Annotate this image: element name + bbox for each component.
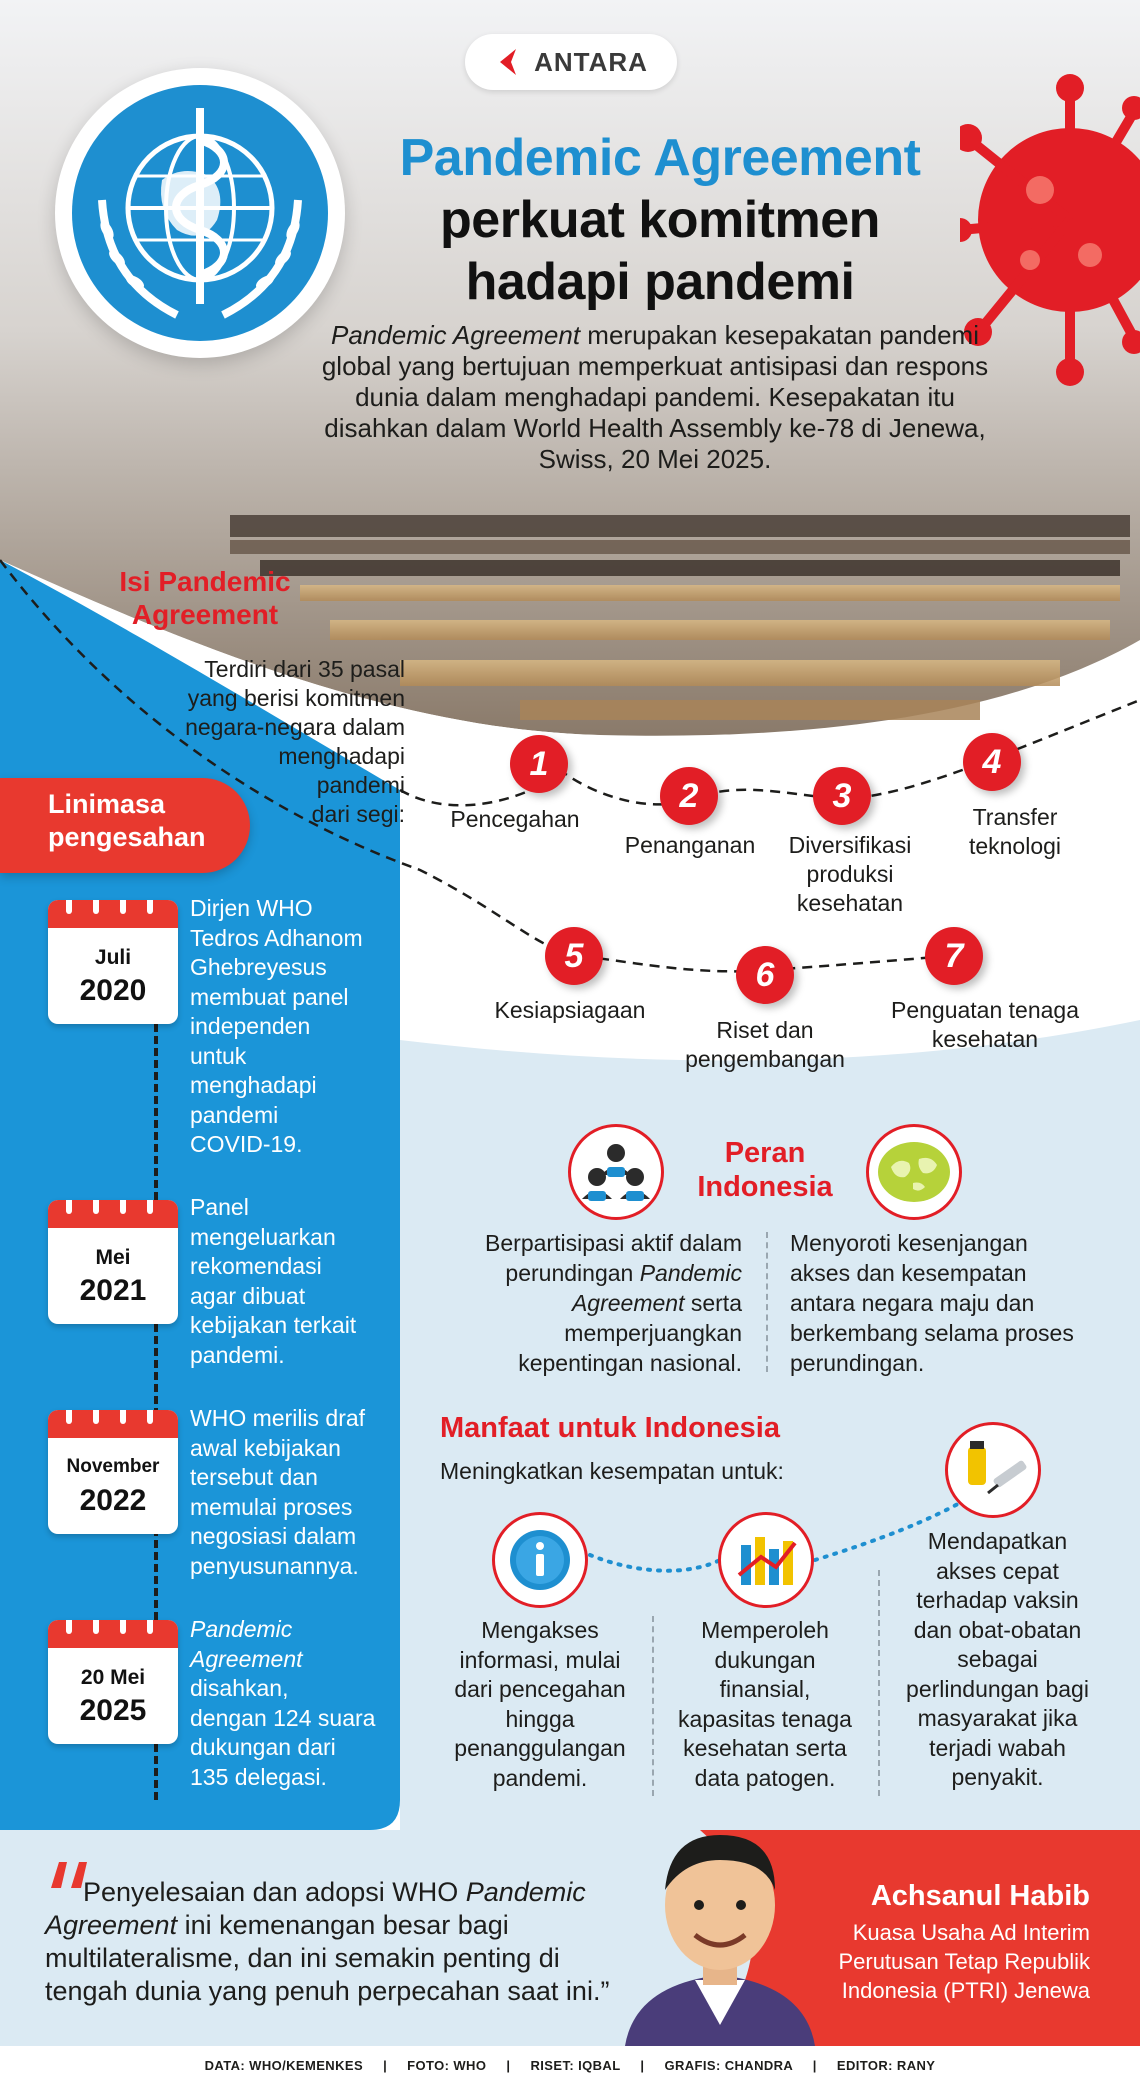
calendar-icon — [48, 1200, 178, 1324]
peran-left-line — [445, 1258, 742, 1288]
event-line: Ghebreyesus — [190, 954, 327, 980]
step-label-line: Kesiapsiagaan — [494, 997, 646, 1023]
manfaat-line: sebagai — [957, 1646, 1038, 1672]
peran-right-text — [790, 1228, 1100, 1378]
title-line-3: hadapi pandemi — [465, 253, 855, 311]
event-line: agar dibuat — [190, 1282, 306, 1309]
peran-left-line — [445, 1288, 742, 1318]
manfaat-line: data patogen. — [694, 1764, 836, 1791]
step-label-2 — [600, 831, 780, 860]
peran-title-line-2: Indonesia — [697, 1171, 833, 1203]
peran-left-line: kepentingan nasional. — [518, 1350, 742, 1376]
step-label-5 — [470, 996, 670, 1025]
quote-line — [45, 1876, 655, 1909]
globe-glyph — [869, 1127, 959, 1217]
manfaat-subtitle: Meningkatkan kesempatan untuk: — [440, 1458, 784, 1484]
step-label-1 — [430, 805, 600, 834]
isi-desc-line: pandemi — [316, 772, 405, 798]
peran-right-line: akses dan kesempatan — [790, 1260, 1027, 1286]
event-year: 2021 — [79, 1274, 147, 1307]
intro-lead: Pandemic Agreement — [331, 320, 581, 350]
event-line: Tedros Adhanom — [190, 924, 363, 951]
step-label-line: kesehatan — [796, 890, 904, 916]
event-description — [190, 894, 390, 1160]
finance-icon — [718, 1512, 814, 1608]
peran-divider — [766, 1232, 768, 1372]
manfaat-line: hingga — [505, 1705, 575, 1732]
timeline-tab-line-2: pengesahan — [48, 822, 206, 852]
step-label-3 — [765, 831, 935, 918]
people-glyph — [571, 1127, 661, 1217]
event-year: 2022 — [79, 1484, 147, 1517]
timeline-tab-label — [48, 788, 248, 854]
isi-desc-line: yang berisi komitmen — [187, 685, 405, 711]
step-label-line: Diversifikasi — [788, 832, 912, 858]
event-line: memulai proses — [190, 1493, 353, 1520]
intro-rest: merupakan kesepakatan pandemi global yang bertujuan memperkuat antisipasi dan respons dunia dalam menghadapi pandemi. Kesepakatan itu disahkan dalam World Health Assembly ke-78 di Jenewa, Swiss, 20 Mei 2025. — [321, 320, 989, 474]
event-line-italic: Agreement — [190, 1645, 303, 1672]
event-line: rekomendasi — [190, 1253, 322, 1279]
event-description — [190, 1404, 390, 1581]
manfaat-line: Memperoleh — [701, 1617, 829, 1643]
peran-title-line-1: Peran — [724, 1137, 806, 1169]
peran-title — [680, 1136, 850, 1204]
step-label-6 — [670, 1016, 860, 1074]
manfaat-line: penyakit. — [951, 1764, 1044, 1790]
peran-left-italic: Agreement — [571, 1290, 685, 1316]
step-number-4: 4 — [963, 733, 1021, 791]
manfaat-line: terhadap vaksin — [916, 1587, 1079, 1613]
isi-desc-line: menghadapi — [278, 743, 405, 769]
step-number-5: 5 — [545, 927, 603, 985]
step-label-line: teknologi — [968, 833, 1062, 859]
manfaat-line: dukungan — [714, 1646, 816, 1673]
event-month: 20 Mei — [80, 1666, 146, 1689]
isi-desc-line: Terdiri dari 35 pasal — [204, 656, 405, 682]
speaker-name: Achsanul Habib — [870, 1880, 1090, 1912]
isi-desc-line: negara-negara dalam — [185, 714, 405, 740]
step-label-4 — [935, 803, 1095, 861]
quote-text — [45, 1876, 655, 2008]
credits-footer: DATA: WHO/KEMENKES | FOTO: WHO | RISET: IQBAL | GRAFIS: CHANDRA | EDITOR: RANY — [204, 2058, 936, 2073]
manfaat-line: perlindungan bagi — [906, 1675, 1089, 1702]
event-line: pandemi. — [190, 1341, 285, 1368]
event-line: dengan 124 suara — [190, 1704, 376, 1731]
manfaat-divider — [652, 1616, 654, 1796]
event-description — [190, 1193, 390, 1370]
event-line: WHO merilis draf — [190, 1405, 366, 1431]
quote-fragment: ini kemenangan besar bagi — [177, 1910, 509, 1940]
peran-left-text — [445, 1228, 742, 1378]
vaccine-icon — [945, 1422, 1041, 1518]
timeline-tab-line-1: Linimasa — [48, 789, 166, 819]
event-line: penyusunannya. — [190, 1552, 359, 1579]
event-line: kebijakan terkait — [190, 1312, 357, 1338]
step-label-line: Riset dan — [716, 1017, 814, 1043]
manfaat-line: dan obat-obatan — [913, 1616, 1082, 1643]
manfaat-line: akses cepat — [936, 1557, 1059, 1584]
event-month: Mei — [95, 1246, 131, 1269]
event-line: membuat panel — [190, 983, 349, 1010]
manfaat-line: Mengakses — [481, 1617, 599, 1643]
event-line: pandemi — [190, 1101, 279, 1128]
peran-right-line: berkembang selama proses — [790, 1320, 1074, 1346]
isi-desc-line: dari segi: — [311, 801, 405, 827]
step-number-2: 2 — [660, 767, 718, 825]
timeline-tab — [0, 778, 250, 873]
isi-title-line-2: Agreement — [131, 599, 279, 630]
peran-left-line: memperjuangkan — [564, 1320, 742, 1346]
peran-left-fragment: perundingan — [505, 1260, 640, 1286]
event-line: disahkan, — [190, 1675, 289, 1701]
event-line: Panel — [190, 1194, 249, 1220]
event-line: Dirjen WHO — [190, 895, 313, 921]
event-line: negosiasi dalam — [190, 1523, 357, 1549]
speaker-role-line: Indonesia (PTRI) Jenewa — [841, 1978, 1090, 2003]
event-month: Juli — [94, 946, 132, 969]
speaker-role — [790, 1918, 1090, 2005]
event-year: 2020 — [79, 974, 147, 1007]
manfaat-item-2 — [660, 1616, 870, 1793]
event-line: dukungan dari — [190, 1734, 336, 1760]
people-icon — [568, 1124, 664, 1220]
peran-left-line: Berpartisipasi aktif dalam — [485, 1230, 742, 1256]
event-description — [190, 1615, 390, 1792]
event-line-italic: Pandemic — [190, 1616, 293, 1642]
manfaat-line: informasi, mulai — [459, 1646, 621, 1673]
peran-left-italic: Pandemic — [639, 1260, 742, 1286]
speaker-role-line: Kuasa Usaha Ad Interim — [852, 1920, 1090, 1945]
title-line-1: Pandemic Agreement — [399, 129, 921, 187]
manfaat-line: pandemi. — [492, 1764, 588, 1791]
step-label-line: pengembangan — [685, 1046, 845, 1072]
step-label-line: Penguatan tenaga — [890, 997, 1079, 1023]
antara-wordmark: ANTARA — [534, 46, 648, 77]
event-month: November — [66, 1456, 160, 1477]
manfaat-divider — [878, 1570, 880, 1796]
event-line: 135 delegasi. — [190, 1763, 327, 1790]
calendar-icon — [48, 1620, 178, 1744]
step-label-line: Pencegahan — [450, 806, 580, 832]
calendar-icon — [48, 1410, 178, 1534]
manfaat-line: kesehatan serta — [683, 1735, 847, 1761]
isi-title-line-1: Isi Pandemic — [119, 566, 291, 597]
manfaat-line: dari pencegahan — [454, 1676, 626, 1702]
manfaat-line: terjadi wabah — [929, 1734, 1066, 1761]
step-label-line: kesehatan — [931, 1026, 1039, 1052]
step-label-line: Transfer — [972, 804, 1058, 830]
step-label-line: produksi — [806, 861, 894, 887]
manfaat-line: Mendapatkan — [927, 1528, 1068, 1554]
manfaat-item-3 — [885, 1527, 1110, 1793]
info-glyph — [495, 1515, 585, 1605]
quote-fragment: Penyelesaian dan adopsi WHO — [83, 1877, 466, 1907]
peran-left-fragment: serta — [684, 1290, 742, 1316]
step-number-7: 7 — [925, 927, 983, 985]
info-icon — [492, 1512, 588, 1608]
quote-italic: Pandemic — [465, 1877, 586, 1907]
manfaat-item-1 — [430, 1616, 650, 1793]
step-number-6: 6 — [736, 946, 794, 1004]
manfaat-title: Manfaat untuk Indonesia — [440, 1412, 780, 1444]
peran-right-line: perundingan. — [790, 1350, 925, 1376]
peran-right-line: Menyoroti kesenjangan — [790, 1230, 1028, 1256]
step-label-7 — [870, 996, 1100, 1054]
step-number-1: 1 — [510, 735, 568, 793]
event-line: COVID-19. — [190, 1131, 303, 1157]
vaccine-glyph — [948, 1425, 1038, 1515]
quote-line — [45, 1909, 655, 1942]
event-line: independen — [190, 1013, 311, 1039]
event-year: 2025 — [79, 1694, 147, 1727]
speaker-role-line: Perutusan Tetap Republik — [838, 1949, 1090, 1974]
quote-line: tengah dunia yang penuh perpecahan saat ini.” — [45, 1976, 610, 2006]
manfaat-line: kapasitas tenaga — [678, 1705, 852, 1732]
peran-right-line: antara negara maju dan — [790, 1290, 1035, 1316]
event-line: menghadapi — [190, 1072, 317, 1098]
event-line: awal kebijakan — [190, 1434, 341, 1461]
manfaat-line: masyarakat jika — [917, 1705, 1078, 1731]
title-line-2: perkuat komitmen — [440, 191, 880, 249]
event-line: tersebut dan — [190, 1464, 318, 1490]
step-label-line: Penanganan — [624, 832, 756, 858]
quote-line: multilateralisme, dan ini semakin penting di — [45, 1943, 560, 1973]
finance-glyph — [721, 1515, 811, 1605]
manfaat-line: penanggulangan — [454, 1735, 626, 1761]
event-line: untuk — [190, 1042, 247, 1069]
step-number-3: 3 — [813, 767, 871, 825]
event-line: mengeluarkan — [190, 1223, 336, 1250]
globe-icon — [866, 1124, 962, 1220]
quote-italic: Agreement — [45, 1910, 178, 1940]
calendar-icon — [48, 900, 178, 1024]
manfaat-line: finansial, — [719, 1676, 811, 1702]
